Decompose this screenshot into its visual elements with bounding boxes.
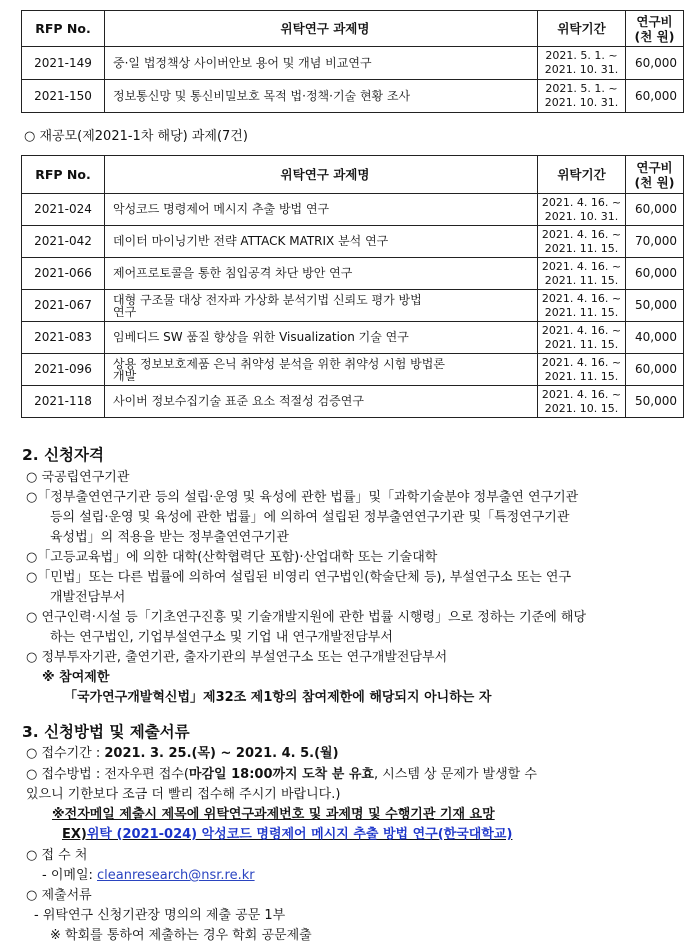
period-start: 2021. 4. 16. ~ [541, 387, 622, 401]
task-period [538, 226, 626, 258]
required-docs-note: ※ 학회를 통하여 제출하는 경우 학회 공문제출 [50, 928, 312, 943]
submission-method [26, 766, 537, 783]
table-row [22, 322, 684, 354]
task-title: 임베디드 SW 품질 향상을 위한 Visualization 기술 연구 [105, 322, 538, 354]
eligibility-item-2-line3: 육성법」의 적용을 받는 정부출연연구기관 [50, 530, 289, 545]
task-fund: 40,000 [626, 322, 684, 354]
task-title: 데이터 마이닝기반 전략 ATTACK MATRIX 분석 연구 [105, 226, 538, 258]
task-title-line1: 대형 구조물 대상 전자파 가상화 분석기법 신뢰도 평가 방법 [113, 292, 422, 307]
header-period: 위탁기간 [538, 11, 626, 47]
table-row [22, 80, 684, 113]
example-prefix: EX) [62, 827, 87, 842]
rfp-no: 2021-024 [22, 194, 105, 226]
task-period [538, 258, 626, 290]
header-fund-line1: 연구비 [636, 159, 673, 175]
period-start: 2021. 4. 16. ~ [541, 259, 622, 273]
period-start: 2021. 5. 1. ~ [545, 49, 618, 62]
period-end: 2021. 11. 15. [544, 305, 619, 319]
rfp-no: 2021-042 [22, 226, 105, 258]
task-fund: 60,000 [626, 47, 684, 80]
task-title-line2: 개발 [113, 368, 137, 383]
table-row [22, 226, 684, 258]
task-title: 중·일 법정책상 사이버안보 용어 및 개념 비교연구 [105, 47, 538, 80]
submission-method-pre: ○ 접수방법 : 전자우편 접수( [26, 767, 189, 782]
rfp-no: 2021-150 [22, 80, 105, 113]
task-fund: 50,000 [626, 386, 684, 418]
receiving-office-label: ○ 접 수 처 [26, 848, 88, 863]
submission-method-post: , 시스템 상 문제가 발생할 수 [373, 767, 537, 782]
period-start: 2021. 4. 16. ~ [541, 227, 622, 241]
period-end: 2021. 11. 15. [544, 369, 619, 383]
rfp-no: 2021-066 [22, 258, 105, 290]
table-row [22, 258, 684, 290]
table-row [22, 354, 684, 386]
task-fund: 60,000 [626, 194, 684, 226]
header-rfp-no: RFP No. [22, 156, 105, 194]
table-row [22, 47, 684, 80]
header-fund-line1: 연구비 [636, 13, 673, 29]
submission-period [26, 745, 339, 762]
email-subject-note: ※전자메일 제출시 제목에 위탁연구과제번호 및 과제명 및 수행기관 기재 요망 [52, 807, 495, 822]
header-fund [626, 11, 684, 47]
required-docs-label: ○ 제출서류 [26, 888, 92, 903]
rfp-table-1 [21, 10, 684, 113]
eligibility-item-5-line1: ○ 연구인력·시설 등「기초연구진흥 및 기술개발지원에 관한 법률 시행령」으로 정하는 기준에 해당 [26, 610, 587, 625]
task-fund: 60,000 [626, 258, 684, 290]
rfp-table-2 [21, 155, 684, 418]
section-3-heading: 3. 신청방법 및 제출서류 [22, 723, 190, 741]
header-fund [626, 156, 684, 194]
task-period [538, 322, 626, 354]
eligibility-item-4-line2: 개발전담부서 [50, 590, 126, 605]
period-end: 2021. 11. 15. [544, 273, 619, 287]
eligibility-item-1: ○ 국공립연구기관 [26, 470, 130, 485]
period-start: 2021. 4. 16. ~ [541, 355, 622, 369]
task-title [105, 290, 538, 322]
header-fund-line2: (천 원) [634, 174, 675, 190]
eligibility-item-6: ○ 정부투자기관, 출연기관, 출자기관의 부설연구소 또는 연구개발전담부서 [26, 650, 448, 665]
task-fund: 60,000 [626, 354, 684, 386]
email-label: - 이메일: [42, 868, 98, 883]
period-end: 2021. 10. 31. [544, 209, 619, 223]
rfp-no: 2021-149 [22, 47, 105, 80]
task-title-line2: 연구 [113, 304, 137, 319]
period-start: 2021. 4. 16. ~ [541, 323, 622, 337]
section-re-announcement: ○ 재공모(제2021-1차 해당) 과제(7건) [24, 129, 248, 144]
period-end: 2021. 11. 15. [544, 241, 619, 255]
required-docs-item: - 위탁연구 신청기관장 명의의 제출 공문 1부 [34, 908, 286, 923]
period-end: 2021. 10. 31. [544, 63, 619, 76]
task-title: 악성코드 명령제어 메시지 추출 방법 연구 [105, 194, 538, 226]
section-2-heading: 2. 신청자격 [22, 446, 104, 464]
task-period [538, 354, 626, 386]
table-header-row [22, 11, 684, 47]
email-link[interactable]: cleanresearch@nsr.re.kr [97, 868, 255, 883]
submission-method-line2: 있으니 기한보다 조금 더 빨리 접수해 주시기 바랍니다.) [26, 787, 341, 802]
participation-limit-title: ※ 참여제한 [42, 670, 110, 685]
task-period [538, 80, 626, 113]
table-header-row [22, 156, 684, 194]
task-title [105, 354, 538, 386]
eligibility-item-3: ○「고등교육법」에 의한 대학(산학협력단 포함)·산업대학 또는 기술대학 [26, 550, 438, 565]
header-title: 위탁연구 과제명 [105, 11, 538, 47]
task-title-line1: 상용 정보보호제품 은닉 취약성 분석을 위한 취약성 시험 방법론 [113, 356, 445, 371]
rfp-no: 2021-118 [22, 386, 105, 418]
eligibility-item-2-line2: 등의 설립·운영 및 육성에 관한 법률」에 의하여 설립된 정부출연연구기관 및「특정연구기관 [50, 510, 570, 525]
rfp-no: 2021-083 [22, 322, 105, 354]
period-end: 2021. 11. 15. [544, 337, 619, 351]
eligibility-item-2-line1: ○「정부출연연구기관 등의 설립·운영 및 육성에 관한 법률」및「과학기술분야 정부출연 연구기관 [26, 490, 579, 505]
email-subject-example [62, 826, 512, 843]
eligibility-item-4-line1: ○「민법」또는 다른 법률에 의하여 설립된 비영리 연구법인(학술단체 등), 부설연구소 또는 연구 [26, 570, 572, 585]
header-title: 위탁연구 과제명 [105, 156, 538, 194]
participation-limit-body: 「국가연구개발혁신법」제32조 제1항의 참여제한에 해당되지 아니하는 자 [64, 690, 492, 705]
task-title: 사이버 정보수집기술 표준 요소 적절성 검증연구 [105, 386, 538, 418]
header-rfp-no: RFP No. [22, 11, 105, 47]
period-start: 2021. 5. 1. ~ [545, 82, 618, 95]
task-fund: 60,000 [626, 80, 684, 113]
submission-period-label: ○ 접수기간 : [26, 746, 105, 761]
task-title: 정보통신망 및 통신비밀보호 목적 법·정책·기술 현황 조사 [105, 80, 538, 113]
table-row [22, 194, 684, 226]
example-text: 위탁 (2021-024) 악성코드 명령제어 메시지 추출 방법 연구(한국대학교) [86, 827, 513, 842]
task-period [538, 290, 626, 322]
table-row [22, 290, 684, 322]
period-start: 2021. 4. 16. ~ [541, 195, 622, 209]
period-start: 2021. 4. 16. ~ [541, 291, 622, 305]
table-row [22, 386, 684, 418]
submission-period-value: 2021. 3. 25.(목) ~ 2021. 4. 5.(월) [104, 746, 339, 761]
task-fund: 50,000 [626, 290, 684, 322]
rfp-no: 2021-067 [22, 290, 105, 322]
period-end: 2021. 10. 15. [544, 401, 619, 415]
task-period [538, 386, 626, 418]
period-end: 2021. 10. 31. [544, 96, 619, 109]
eligibility-item-5-line2: 하는 연구법인, 기업부설연구소 및 기업 내 연구개발전담부서 [50, 630, 393, 645]
task-fund: 70,000 [626, 226, 684, 258]
email-line [42, 867, 255, 884]
header-period: 위탁기간 [538, 156, 626, 194]
task-title: 제어프로토콜을 통한 침입공격 차단 방안 연구 [105, 258, 538, 290]
rfp-no: 2021-096 [22, 354, 105, 386]
task-period [538, 47, 626, 80]
submission-deadline-note: 마감일 18:00까지 도착 분 유효 [188, 767, 374, 782]
task-period [538, 194, 626, 226]
header-fund-line2: (천 원) [634, 28, 675, 44]
